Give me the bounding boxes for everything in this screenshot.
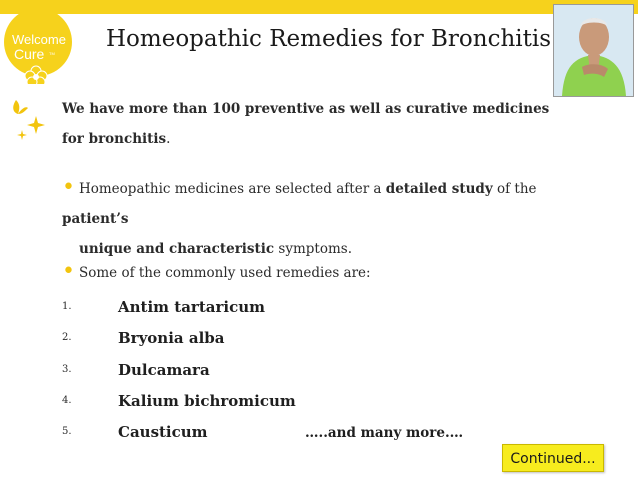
list-number: 1. [62, 301, 72, 312]
bullet-common-remedies [62, 257, 607, 288]
remedy-name: Causticum [118, 423, 208, 442]
remedy-name: Antim tartaricum [118, 298, 265, 316]
remedy-name: Dulcamara [118, 360, 210, 379]
sparkle-decoration-icon [6, 96, 46, 144]
list-number: 3. [62, 363, 72, 375]
bullet1-bold3: unique and characteristic [79, 241, 275, 257]
bullet2-text: Some of the commonly used remedies are: [78, 265, 371, 281]
person-photo [553, 4, 634, 97]
top-accent-bar [0, 0, 638, 14]
remedy-name: Bryonia alba [118, 329, 225, 348]
bullet1-bold2: patient’s [62, 211, 129, 227]
list-number: 5. [62, 426, 72, 438]
bullet1-text2: of the [492, 181, 537, 197]
list-item [62, 324, 502, 355]
intro-text [62, 94, 552, 154]
list-number: 2. [62, 332, 72, 344]
list-item [62, 387, 502, 418]
remedy-name: Kalium bichromicum [118, 391, 296, 410]
svg-text:Welcome: Welcome [12, 32, 66, 47]
list-item [62, 356, 502, 387]
bullet1-text1: Homeopathic medicines are selected after a [78, 181, 386, 197]
svg-text:TM: TM [49, 51, 55, 56]
bullet1-text3: symptoms. [274, 241, 352, 257]
list-item [62, 293, 502, 324]
slide-title: Homeopathic Remedies for Bronchitis [106, 26, 552, 52]
many-more-text: …..and many more.… [305, 425, 464, 441]
list-number: 4. [62, 394, 72, 406]
welcome-cure-logo [2, 4, 82, 84]
bullet-dot-icon: • [62, 175, 75, 200]
svg-text:Cure: Cure [14, 46, 45, 62]
bullet-selection-criteria [62, 173, 607, 264]
bullet1-bold1: detailed study [385, 181, 493, 197]
intro-bold: We have more than 100 preventive as well as curative medicines for bronchitis [62, 101, 550, 147]
intro-period: . [166, 131, 171, 147]
bullet-dot-icon: • [62, 259, 75, 284]
continued-button[interactable]: Continued... [502, 444, 604, 472]
